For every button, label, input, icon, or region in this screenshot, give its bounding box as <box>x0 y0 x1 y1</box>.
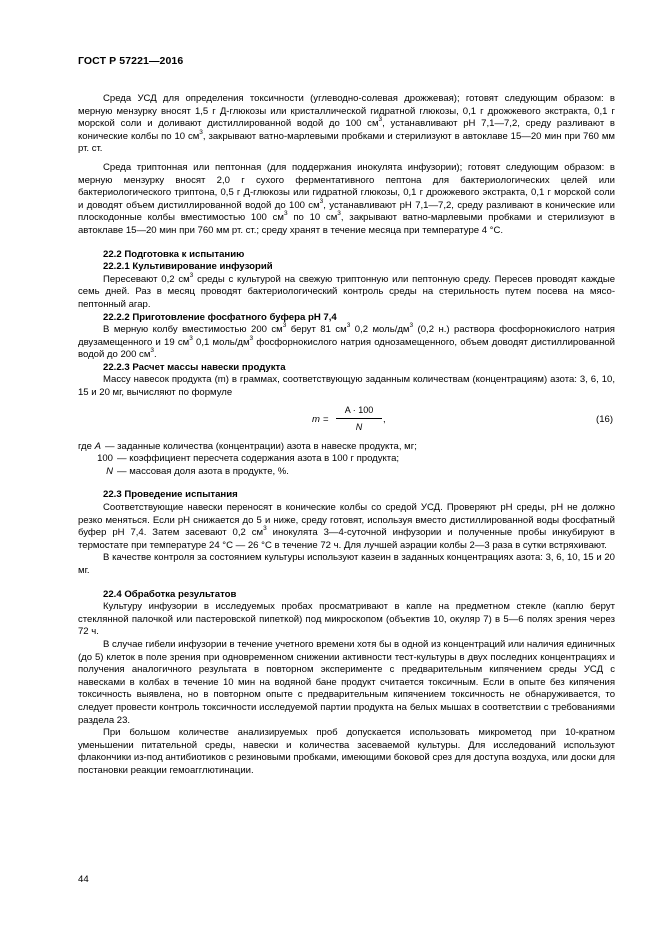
definition-symbol: N <box>106 465 113 477</box>
paragraph-toxicity-criteria: В случае гибели инфузории в течение учетного времени хотя бы в одной из концентраций или наличия единичных (до 5) клеток в поле зрения при одновременном снижении активности тест-культуры в двух последних концентрациях и получения аналогичного результата в повторном эксперименте с предварительным кипячением среды УСД с навесками в колбах в течение 10 мин на водяной бане продукт считается токсичным. Если в опыте без кипячения токсичность выявлена, но в повторном опыте с предварительным кипячением токсичность не обнаруживается, то следует провести контроль токсичности исследуемой партии продукта на белых мышах в соответствии с требованиями раздела 23. <box>78 638 615 726</box>
definition-row <box>78 466 615 479</box>
definition-text: — заданные количества (концентрации) азота в навеске продукта, мг; <box>104 440 417 452</box>
formula-equals: = <box>323 413 329 425</box>
definition-prefix: где <box>78 440 92 452</box>
formula-number: (16) <box>596 413 613 425</box>
section-22-2-3-heading: 22.2.3 Расчет массы навески продукта <box>103 361 286 373</box>
fraction-bar <box>336 418 382 419</box>
definition-symbol: A <box>94 440 101 452</box>
paragraph-micromethod: При большом количестве анализируемых проб допускается использовать микрометод при 10-кратном уменьшении питательной среды, навески и количества засеваемой культуры. Для исследований используют флакончики из-под антибиотиков с резиновыми пробками, имеющими боковой срез для доступа воздуха, или доски для постановки реакции гемоагглютинации. <box>78 727 615 776</box>
paragraph-microscopy: Культуру инфузории в исследуемых пробах просматривают в капле на предметном стекле (каплю берут стеклянной палочкой или пастеровской пипеткой) под микроскопом (объектив 10, окуляр 7) в 5—6 полях зрения через 72 ч. <box>78 601 615 638</box>
formula-16 <box>78 404 615 438</box>
section-22-3-heading: 22.3 Проведение испытания <box>103 489 238 501</box>
paragraph-buffer: В мерную колбу вместимостью 200 $см^3$ берут 81 $см^3$ 0,2 моль/$дм^3$ (0,2 н.) раствора фосфорнокислого натрия двузамещенного и 19 $см^3$ 0,1 моль/$дм^3$ фосфорнокислого натрия однозамещенного, объем доводят дистиллированной водой до 200 $см^3$. <box>78 321 615 361</box>
definition-row <box>78 441 615 454</box>
definition-text: — массовая доля азота в продукте, %. <box>117 465 289 477</box>
formula-lhs: m <box>312 413 320 425</box>
formula-numerator: A · 100 <box>344 404 374 415</box>
section-22-2-2-heading: 22.2.2 Приготовление фосфатного буфера pH 7,4 <box>103 311 337 323</box>
formula-definitions <box>78 441 615 479</box>
definition-row <box>78 453 615 466</box>
page-number: 44 <box>78 874 89 885</box>
document-header: ГОСТ Р 57221—2016 <box>78 55 184 67</box>
section-22-4-heading: 22.4 Обработка результатов <box>103 588 237 600</box>
definition-symbol: 100 <box>97 453 113 465</box>
paragraph-tryptone-medium: Среда триптонная или пептонная (для поддержания инокулята инфузории); готовят следующим образом: в мерную мензурку вносят 2,0 г сухого ферментативного пептона для бактериологических целей или бактериологического триптона, 0,5 г Д-глюкозы или гидратной глюкозы, 0,1 г дрожжевого экстракта, 0,1 г морской соли и доводят объем дистиллированной водой до 100 $см^3$, устанавливают pH 7,1—7,2, среду разливают в конические или плоскодонные колбы вместимостью 100 $см^3$ по 10 $см^3$, закрывают ватно-марлевыми пробками и стерилизуют в автоклаве 15—20 мин при 760 мм рт. ст.; среду хранят в течение месяца при температуре 4 °С. <box>78 161 615 236</box>
section-22-2-heading: 22.2 Подготовка к испытанию <box>103 248 245 260</box>
paragraph-reseeding: Пересевают 0,2 $см^3$ среды с культурой на свежую триптонную или пептонную среду. Пересев проводят каждые семь дней. Раз в месяц проводят бактериологический контроль среды на стерильность путем посева на мясо-пептонный агар. <box>78 271 616 310</box>
formula-comma: , <box>383 413 386 425</box>
paragraph-usd-medium: Среда УСД для определения токсичности (углеводно-солевая дрожжевая); готовят следующим образом: в мерную мензурку вносят 1,5 г Д-глюкозы или кристаллической гидратной глюкозы, 0,1 г дрожжевого экстракта, 0,1 г морской соли и доливают дистиллированной водой до 100 $см^3$, устанавливают pH 7,1—7,2, среду разливают в конические колбы по 10 $см^3$, закрывают ватно-марлевыми пробками и стерилизуют в автоклаве 15—20 мин при 760 мм рт. ст. <box>78 93 616 155</box>
definition-text: — коэффициент пересчета содержания азота в 100 г продукта; <box>117 453 400 465</box>
section-22-2-1-heading: 22.2.1 Культивирование инфузорий <box>103 261 273 273</box>
paragraph-testing: Соответствующие навески переносят в конические колбы со средой УСД. Проверяют pH среды, pH не должно резко меняться. Если pH снижается до 5 и ниже, среду готовят, используя вместо дистиллированной воды фосфатный буфер pH 7,4. Затем засевают 0,2 $см^3$ инокулята 3—4-суточной инфузории и полученные пробы инкубируют в термостате при температуре 24 °С — 26 °С в течение 72 ч. Для лучшей аэрации колбы 2—3 раза в сутки встряхивают. <box>78 502 615 551</box>
paragraph-mass-calculation: Массу навесок продукта (m) в граммах, соответствующую заданным количествам (концентрациям) азота: 3, 6, 10, 15 и 20 мг, вычисляют по формуле <box>78 374 615 399</box>
paragraph-control: В качестве контроля за состоянием культуры используют казеин в заданных концентрациях азота: 3, 6, 10, 15 и 20 мг. <box>78 552 615 576</box>
formula-fraction <box>336 404 382 434</box>
formula-denominator: N <box>355 421 363 432</box>
document-body <box>78 93 615 778</box>
